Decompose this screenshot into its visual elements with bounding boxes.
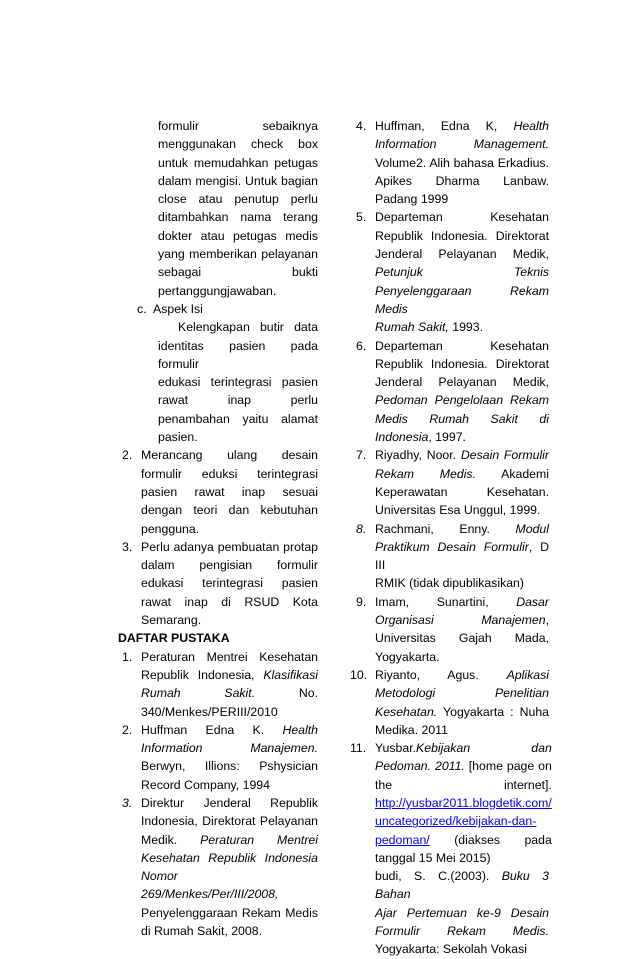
text-span: Direktur Jenderal Republik <box>141 795 318 810</box>
text-line <box>375 190 549 208</box>
item-body <box>375 666 549 739</box>
right-column <box>350 117 552 959</box>
reference-6 <box>356 337 549 447</box>
text-line: edukasi terintegrasi pasien <box>141 576 318 591</box>
text-line <box>141 703 318 721</box>
item-number: 9. <box>356 594 367 609</box>
item-number: 5. <box>356 210 367 225</box>
text-span: Republik Indonesia, <box>141 667 264 682</box>
text-span: Yogyakarta. <box>375 649 440 664</box>
italic-text: Ajar Pertemuan ke-9 Desain <box>375 905 549 920</box>
text-span: Republik Indonesia. Direktorat <box>375 228 549 243</box>
item-body <box>375 208 549 336</box>
italic-text: Kebijakan dan <box>416 741 552 756</box>
text-line <box>141 648 318 666</box>
item-body <box>375 117 549 208</box>
text-line <box>375 721 549 739</box>
text-line <box>375 117 549 135</box>
item-body <box>375 520 549 593</box>
reference-4 <box>356 117 549 208</box>
text-span: Apikes Dharma Lanbaw. <box>375 173 549 188</box>
references-heading: DAFTAR PUSTAKA <box>118 631 230 646</box>
reference-continued <box>356 867 549 958</box>
text-span: , D III <box>375 539 549 573</box>
reference-link[interactable]: uncategorized/kebijakan-dan- <box>375 814 537 829</box>
text-line <box>375 373 549 391</box>
italic-text: Rekam Medis. <box>375 466 476 481</box>
item-body <box>375 446 549 519</box>
item-body <box>141 721 318 794</box>
text-line: menggunakan check box <box>158 137 318 152</box>
text-span: Yogyakarta : Nuha <box>437 704 549 719</box>
text-line: Semarang. <box>141 613 202 628</box>
text-line <box>375 648 549 666</box>
italic-text: Metodologi Penelitian <box>375 686 549 701</box>
item-number: 10. <box>350 667 368 682</box>
text-line <box>375 520 549 538</box>
text-line: yang memberikan pelayanan <box>158 247 318 262</box>
item-body <box>141 446 318 537</box>
text-line <box>375 428 549 446</box>
text-line <box>141 757 318 775</box>
text-line: edukasi terintegrasi pasien <box>158 375 318 390</box>
text-line <box>375 446 549 464</box>
item-number: 4. <box>356 119 367 133</box>
text-line: dalam mengisi. Untuk bagian <box>158 173 318 188</box>
text-span: Penyelenggaraan Rekam Medis <box>141 905 318 920</box>
italic-text: Formulir Rekam Medis. <box>375 924 549 939</box>
italic-text: Dasar <box>516 594 549 609</box>
text-line <box>141 794 318 812</box>
text-span: Republik Indonesia. Direktorat <box>375 356 549 371</box>
text-line <box>375 776 552 794</box>
text-line <box>375 208 549 226</box>
text-line <box>375 172 549 190</box>
italic-text: Pedoman. 2011. <box>375 759 465 774</box>
text-span: Medika. 2011 <box>375 722 448 737</box>
italic-text: Organisasi Manajemen <box>375 613 546 628</box>
italic-text: Rumah Sakit, <box>375 320 449 335</box>
text-line: Perlu adanya pembuatan protap <box>141 539 318 554</box>
italic-text: Medis Rumah Sakit di <box>375 411 549 426</box>
text-line <box>375 391 549 409</box>
item-body <box>141 648 318 721</box>
italic-text: Aplikasi <box>506 667 549 682</box>
text-line <box>375 849 552 867</box>
italic-text: Desain Formulir <box>460 448 550 463</box>
text-line: rawat inap perlu <box>158 393 318 408</box>
text-line <box>375 135 549 153</box>
text-span: Universitas Esa Unggul, 1999. <box>375 503 541 518</box>
text-span: Huffman, Edna K, <box>375 119 514 133</box>
text-line <box>375 831 552 849</box>
text-span: Akademi <box>476 466 549 481</box>
text-line <box>375 574 549 592</box>
text-line <box>375 629 549 647</box>
sub-item-title: Aspek Isi <box>153 301 203 316</box>
text-line: penambahan yaitu alamat <box>158 411 318 426</box>
text-line: Merancang ulang desain <box>141 448 318 463</box>
item-number: 3. <box>122 795 133 810</box>
text-line <box>141 812 318 830</box>
text-span: Departeman Kesehatan <box>375 338 549 353</box>
reference-9 <box>356 593 549 666</box>
italic-text: Rumah Sakit. <box>141 686 256 701</box>
reference-link[interactable]: http://yusbar2011.blogdetik.com/ <box>375 795 552 810</box>
text-line <box>141 904 318 922</box>
text-line: close atau penutup perlu <box>158 192 318 207</box>
text-line: sebagai bukti <box>158 265 318 280</box>
item-number: 2. <box>122 448 133 463</box>
text-span: budi, S. C.(2003). <box>375 869 502 884</box>
text-span: , 1997. <box>428 430 466 445</box>
item-number: 8. <box>356 521 367 536</box>
text-line <box>141 831 318 849</box>
continued-paragraph <box>118 117 318 300</box>
text-line <box>141 776 318 794</box>
text-line <box>375 410 549 428</box>
italic-text: Petunjuk Teknis <box>375 265 549 280</box>
text-line: formulir eduksi terintegrasi <box>141 466 318 481</box>
text-line <box>141 684 318 702</box>
text-span: Jenderal Pelayanan Medik, <box>375 375 549 390</box>
text-line <box>141 666 318 684</box>
text-span: the internet]. <box>375 777 552 792</box>
italic-text: Peraturan Mentrei <box>200 832 318 847</box>
sub-item-label: c. <box>137 301 147 316</box>
text-line <box>375 593 549 611</box>
text-line <box>375 154 549 172</box>
text-line <box>375 538 549 575</box>
text-span: tanggal 15 Mei 2015) <box>375 850 491 865</box>
text-line <box>375 245 549 263</box>
text-line <box>375 465 549 483</box>
text-span: 340/Menkes/PERIII/2010 <box>141 704 278 719</box>
italic-text: Pedoman Pengelolaan Rekam <box>375 393 549 408</box>
reference-8 <box>356 520 549 593</box>
reference-11 <box>350 739 552 867</box>
item-number: 11. <box>350 741 367 756</box>
reference-3 <box>118 794 318 940</box>
text-line <box>375 794 552 812</box>
item-body <box>375 593 549 666</box>
text-line <box>375 355 549 373</box>
italic-text: Nomor 269/Menkes/Per/III/2008, <box>141 869 279 902</box>
text-span: Rachmani, Enny. <box>375 521 516 536</box>
text-span: Riyanto, Agus. <box>375 667 507 682</box>
italic-text: Information Manajemen. <box>141 741 318 756</box>
item-number: 7. <box>356 448 367 463</box>
text-span: RMIK (tidak dipublikasikan) <box>375 576 524 591</box>
italic-text: Buku 3 Bahan <box>375 869 549 902</box>
text-span: [home page on <box>464 759 552 774</box>
item-body <box>141 538 318 629</box>
text-span: Padang 1999 <box>375 192 449 207</box>
text-line <box>141 849 318 867</box>
text-line <box>375 501 549 519</box>
text-span: Universitas Gajah Mada, <box>375 631 549 646</box>
italic-text: Praktikum Desain Formulir <box>375 539 529 554</box>
reference-link[interactable]: pedoman/ <box>375 832 430 847</box>
text-line <box>375 922 549 940</box>
item-body <box>375 739 552 867</box>
text-line: pasien rawat inap sesuai <box>141 484 318 499</box>
recommendation-2 <box>118 446 318 537</box>
italic-text: Penyelenggaraan Rekam Medis <box>375 283 549 316</box>
text-span: 1993. <box>448 320 484 335</box>
italic-text: Health <box>282 722 318 737</box>
left-column <box>118 117 318 940</box>
text-line: dokter atau petugas medis <box>158 228 318 243</box>
item-body <box>375 337 549 447</box>
text-line <box>375 812 552 830</box>
text-span: Volume2. Alih bahasa Erkadius. <box>375 155 549 170</box>
text-span: No. <box>255 686 318 701</box>
text-line <box>375 684 549 702</box>
text-line: Kelengkapan butir data <box>178 320 318 335</box>
text-line: identitas pasien pada formulir <box>158 338 318 371</box>
reference-2 <box>118 721 318 794</box>
reference-5 <box>356 208 549 336</box>
text-line <box>141 721 318 739</box>
italic-text: Indonesia <box>375 430 429 445</box>
text-line: dalam pengisian formulir <box>141 558 318 573</box>
text-line: rawat inap di RSUD Kota <box>141 594 318 609</box>
text-line <box>375 757 552 775</box>
text-span: Huffman Edna K. <box>141 722 283 737</box>
italic-text: Modul <box>515 521 549 536</box>
text-line <box>375 940 549 958</box>
text-span: Peraturan Mentrei Kesehatan <box>141 649 318 664</box>
text-span: Record Company, 1994 <box>141 777 270 792</box>
recommendation-3 <box>118 538 318 629</box>
italic-text: Health <box>513 119 549 133</box>
text-span: Indonesia, Direktorat Pelayanan <box>141 814 318 829</box>
sub-item-c <box>118 300 318 318</box>
text-span: Yogyakarta: Sekolah Vokasi <box>375 942 527 957</box>
text-line <box>141 867 318 904</box>
text-line <box>375 666 549 684</box>
text-line: ditambahkan nama terang <box>158 210 318 225</box>
text-span: Berwyn, Illions: Pshysician <box>141 759 318 774</box>
italic-text: Klasifikasi <box>263 667 318 682</box>
item-number: 1. <box>122 649 133 664</box>
italic-text: Information Management. <box>375 137 549 152</box>
reference-7 <box>356 446 549 519</box>
text-span: Departeman Kesehatan <box>375 210 549 225</box>
item-number: 3. <box>122 539 133 554</box>
italic-text: Kesehatan Republik Indonesia <box>141 850 318 865</box>
text-line <box>375 282 549 319</box>
italic-text: Kesehatan. <box>375 704 438 719</box>
text-line <box>375 227 549 245</box>
reference-10 <box>350 666 549 739</box>
text-line <box>141 922 318 940</box>
text-line: pertanggungjawaban. <box>158 283 277 298</box>
text-line: pasien. <box>158 430 198 445</box>
text-line: dengan teori dan kebutuhan <box>141 503 318 518</box>
text-line: formulir sebaiknya <box>158 119 318 133</box>
text-span: , <box>545 613 549 628</box>
item-number: 2. <box>122 722 133 737</box>
text-line <box>375 263 549 281</box>
text-span: di Rumah Sakit, 2008. <box>141 924 262 939</box>
text-line <box>375 703 549 721</box>
text-span: Keperawatan Kesehatan. <box>375 484 549 499</box>
text-line <box>375 611 549 629</box>
item-body <box>141 794 318 940</box>
text-line <box>375 739 552 757</box>
text-line <box>141 739 318 757</box>
reference-1 <box>118 648 318 721</box>
text-span: Imam, Sunartini, <box>375 594 517 609</box>
text-line <box>375 318 549 336</box>
sub-item-body <box>118 318 318 446</box>
text-line <box>375 337 549 355</box>
text-span: Yusbar. <box>375 741 417 756</box>
text-line <box>375 483 549 501</box>
text-line: pengguna. <box>141 521 200 536</box>
text-span: (diakses pada <box>429 832 552 847</box>
text-span: Medik. <box>141 832 201 847</box>
item-number: 6. <box>356 338 367 353</box>
text-span: Riyadhy, Noor. <box>375 448 461 463</box>
text-line <box>375 867 549 904</box>
text-span: Jenderal Pelayanan Medik, <box>375 247 549 262</box>
text-line: untuk memudahkan petugas <box>158 155 318 170</box>
text-line <box>375 904 549 922</box>
